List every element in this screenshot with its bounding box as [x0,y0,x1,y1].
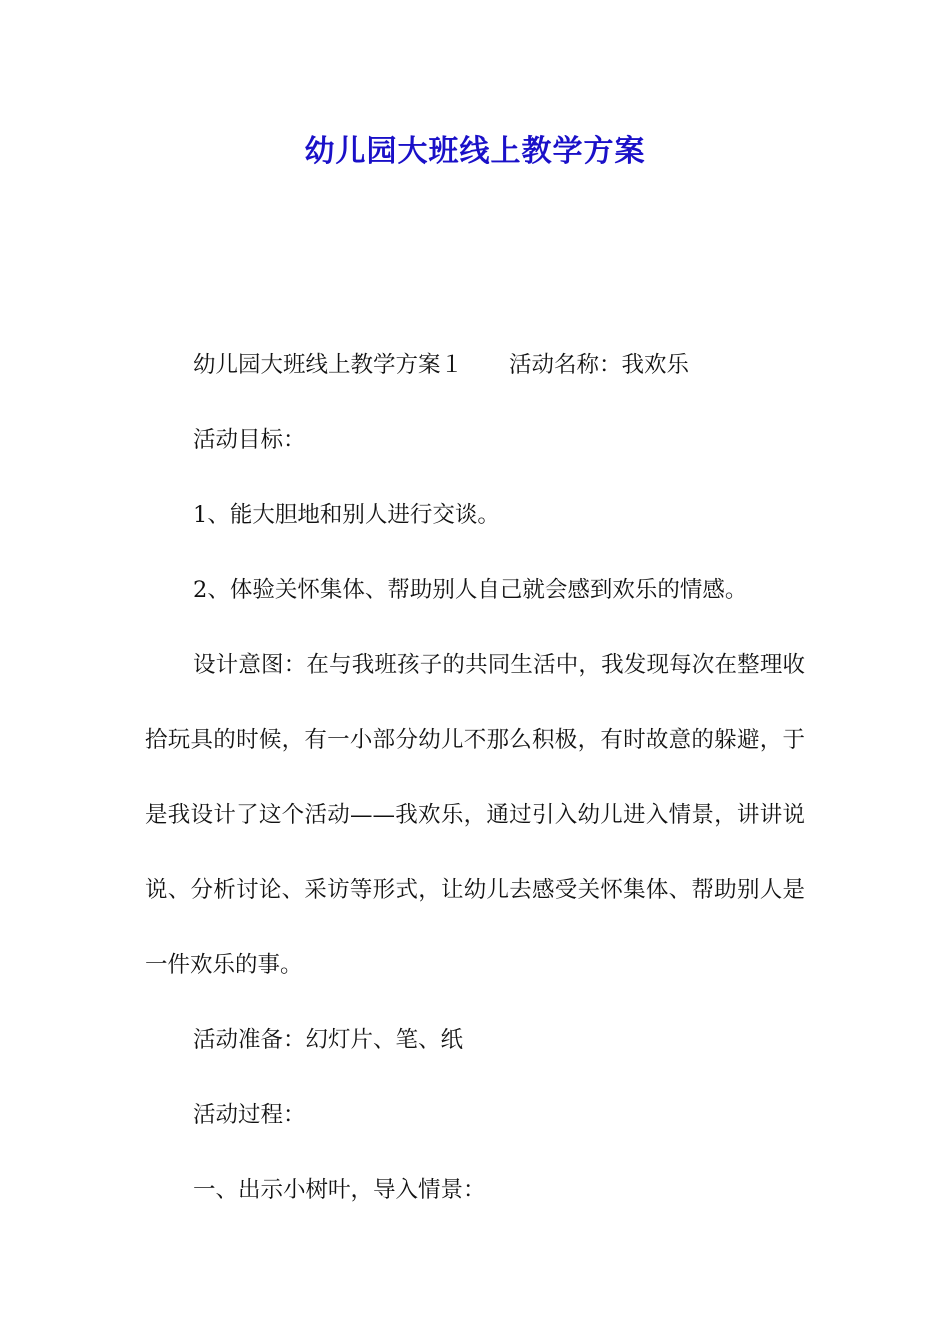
paragraph-process-heading: 活动过程： [193,1102,306,1128]
paragraph-goal-heading: 活动目标： [193,427,306,453]
document-body [145,328,805,1228]
plan-number-text: 幼儿园大班线上教学方案１ [193,352,464,378]
paragraph-goal-1: 1、能大胆地和别人进行交谈。 [193,502,500,528]
paragraph-preparation: 活动准备：幻灯片、笔、纸 [193,1027,464,1053]
paragraph-step-1: 一、出示小树叶，导入情景： [193,1177,486,1203]
paragraph-plan-heading [145,328,805,403]
paragraph-goal-2: 2、体验关怀集体、帮助别人自己就会感到欢乐的情感。 [193,577,748,603]
activity-name-text: 活动名称：我欢乐 [509,352,690,378]
document-title: 幼儿园大班线上教学方案 [304,134,646,169]
paragraph-design-intent: 设计意图：在与我班孩子的共同生活中，我发现每次在整理收拾玩具的时候，有一小部分幼儿不那么积极，有时故意的躲避，于是我设计了这个活动——我欢乐，通过引入幼儿进入情景，讲讲说说、分析讨论、采访等形式，让幼儿去感受关怀集体、帮助别人是一件欢乐的事。 [145,652,805,978]
